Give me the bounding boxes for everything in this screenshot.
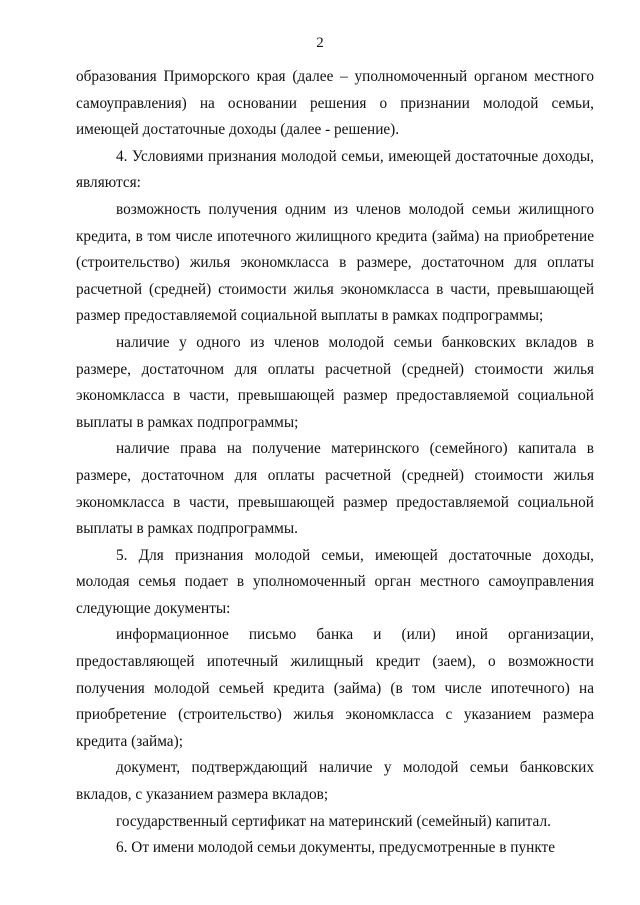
paragraph-item-6: 6. От имени молодой семьи документы, предусмотренные в пункте [116, 839, 556, 857]
paragraph-condition-deposits: наличие у одного из членов молодой семьи банковских вкладов в размере, достаточном для оплаты расчетной (средней) стоимости жилья экономкласса в части, превышающей размер предоставляемой социальной выплаты в рамках подпрограммы; [76, 333, 594, 431]
paragraph-condition-credit: возможность получения одним из членов молодой семьи жилищного кредита, в том числе ипотечного жилищного кредита (займа) на приобретение (строительство) жилья экономкласса в размере, достаточном для оплаты расчетной (средней) стоимости жилья экономкласса в части, превышающей размер предоставляемой социальной выплаты в рамках подпрограммы; [76, 200, 594, 325]
paragraph-condition-maternity-capital: наличие права на получение материнского (семейного) капитала в размере, достаточном для оплаты расчетной (средней) стоимости жилья экономкласса в части, превышающей размер предоставляемой социальной выплаты в рамках подпрограммы. [76, 440, 594, 538]
paragraph-document-deposits: документ, подтверждающий наличие у молодой семьи банковских вкладов, с указанием размера вкладов; [76, 759, 594, 804]
paragraph-continuation: образования Приморского края (далее – уполномоченный органом местного самоуправления) на основании решения о признании молодой семьи, имеющей достаточные доходы (далее - решение). [76, 68, 594, 139]
paragraph-document-bank-letter: информационное письмо банка и (или) иной организации, предоставляющей ипотечный жилищный кредит (заем), о возможности получения молодой семьей кредита (займа) (в том числе ипотечного) на приобретение (строительство) жилья экономкласса с указанием размера кредита (займа); [76, 626, 594, 750]
paragraph-item-4: 4. Условиями признания молодой семьи, имеющей достаточные доходы, являются: [76, 147, 594, 192]
paragraph-item-5: 5. Для признания молодой семьи, имеющей достаточные доходы, молодая семья подает в уполномоченный орган местного самоуправления следующие документы: [76, 546, 594, 617]
document-body [76, 64, 594, 862]
paragraph-document-certificate: государственный сертификат на материнский (семейный) капитал. [116, 812, 551, 830]
page-number: 2 [316, 35, 324, 51]
